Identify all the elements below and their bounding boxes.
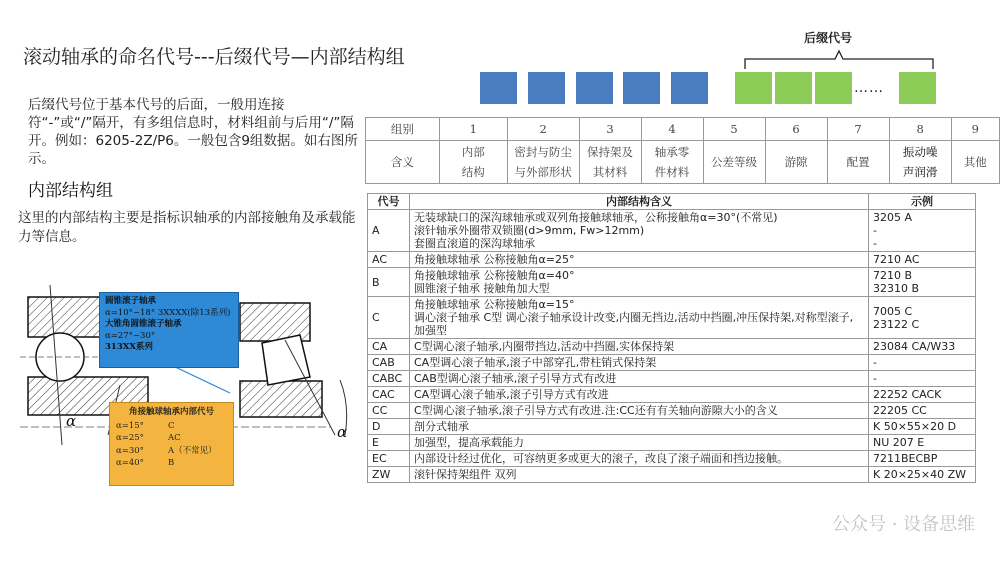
row-code: C [368, 297, 410, 339]
group-number: 4 [641, 118, 703, 141]
group-table [365, 117, 1000, 184]
callout-line: 大锥角圆锥滚子轴承 [105, 319, 182, 329]
row-example: NU 207 E [869, 435, 976, 451]
row-meaning: 内部设计经过优化，可容纳更多或更大的滚子，改良了滚子端面和挡边接触。 [410, 451, 869, 467]
row-code: CAB [368, 355, 410, 371]
table-row [368, 268, 976, 297]
callout-row [116, 432, 227, 445]
row-code: B [368, 268, 410, 297]
callout-row [116, 420, 227, 433]
group-number: 9 [951, 118, 999, 141]
code-value: B [168, 458, 175, 468]
basic-code-block [671, 72, 708, 104]
row-meaning: CA型调心滚子轴承,滚子中部穿孔,带柱销式保持架 [410, 355, 869, 371]
group-number: 6 [765, 118, 827, 141]
group-meaning: 轴承零 件材料 [641, 141, 703, 184]
row-example: 22205 CC [869, 403, 976, 419]
group-number: 1 [439, 118, 507, 141]
basic-code-block [528, 72, 565, 104]
angle-value: α=25° [116, 433, 144, 443]
suffix-brace [743, 49, 935, 71]
tapered-roller-callout [99, 292, 239, 368]
internal-structure-table [367, 193, 976, 483]
watermark: 公众号 · 设备思维 [832, 514, 976, 535]
angle-value: α=30° [116, 445, 144, 456]
row-meaning: 剖分式轴承 [410, 419, 869, 435]
table-row [368, 435, 976, 451]
group-header-label: 组别 [366, 118, 440, 141]
page-title: 滚动轴承的命名代号---后缀代号—内部结构组 [23, 46, 405, 68]
row-example: 22252 CACK [869, 387, 976, 403]
code-value: A（不常见） [168, 445, 217, 456]
row-meaning: 角接触球轴承 公称接触角α=25° [410, 252, 869, 268]
angle-value: α=15° [116, 420, 144, 431]
callout-line: 313XX系列 [105, 342, 153, 352]
suffix-label: 后缀代号 [804, 31, 853, 45]
row-code: CAC [368, 387, 410, 403]
callout-line: 圆锥滚子轴承 [105, 296, 157, 306]
row-meaning: 角接触球轴承 公称接触角α=40° 圆锥滚子轴承 接触角加大型 [410, 268, 869, 297]
table-row [368, 297, 976, 339]
callout-line: α=27°~30° [105, 330, 156, 341]
group-number: 8 [889, 118, 951, 141]
row-example: - [869, 355, 976, 371]
callout-heading: 角接触球轴承内部代号 [128, 407, 214, 417]
contact-angle-label: α [337, 423, 348, 441]
row-code: D [368, 419, 410, 435]
note-text: 这里的内部结构主要是指标识轴承的内部接触角及承载能力等信息。 [18, 210, 356, 245]
row-meaning: 加强型，提高承载能力 [410, 435, 869, 451]
row-example: 7210 AC [869, 252, 976, 268]
code-value: C [168, 420, 175, 431]
table-header-row [368, 194, 976, 210]
group-number: 2 [507, 118, 579, 141]
group-meaning: 振动噪 声润滑 [889, 141, 951, 184]
callout-line: α=10°~18° 3XXXX(除13系列) [105, 307, 231, 318]
row-meaning: 滚针保持架组件 双列 [410, 467, 869, 483]
row-meaning: C型调心滚子轴承,内圈带挡边,活动中挡圈,实体保持架 [410, 339, 869, 355]
group-meaning: 保持架及 其材料 [579, 141, 641, 184]
group-meaning: 内部 结构 [439, 141, 507, 184]
table-row [368, 419, 976, 435]
group-meaning: 配置 [827, 141, 889, 184]
suffix-code-block [815, 72, 852, 104]
table-row [368, 467, 976, 483]
group-number: 5 [703, 118, 765, 141]
row-code: AC [368, 252, 410, 268]
callout-row [116, 457, 227, 470]
table-row [368, 210, 976, 252]
group-meaning: 公差等级 [703, 141, 765, 184]
basic-code-block [576, 72, 613, 104]
row-example: 7211BECBP [869, 451, 976, 467]
row-example: K 20×25×40 ZW [869, 467, 976, 483]
group-content-label: 含义 [366, 141, 440, 184]
row-example: 7210 B 32310 B [869, 268, 976, 297]
row-code: E [368, 435, 410, 451]
group-meaning: 游隙 [765, 141, 827, 184]
code-value: AC [168, 433, 181, 443]
group-meaning: 其他 [951, 141, 999, 184]
suffix-code-block [775, 72, 812, 104]
table-row [368, 371, 976, 387]
angle-value: α=40° [116, 458, 144, 468]
row-meaning: CA型调心滚子轴承,滚子引导方式有改进 [410, 387, 869, 403]
row-code: A [368, 210, 410, 252]
table-row [368, 339, 976, 355]
angular-contact-callout [109, 402, 234, 486]
group-number: 3 [579, 118, 641, 141]
group-number: 7 [827, 118, 889, 141]
row-code: ZW [368, 467, 410, 483]
basic-code-block [480, 72, 517, 104]
suffix-code-block [899, 72, 936, 104]
row-code: CA [368, 339, 410, 355]
row-code: EC [368, 451, 410, 467]
callout-row [116, 445, 227, 458]
row-meaning: C型调心滚子轴承,滚子引导方式有改进.注:CC还有有关轴向游隙大小的含义 [410, 403, 869, 419]
row-example: 7005 C 23122 C [869, 297, 976, 339]
row-example: 3205 A - - [869, 210, 976, 252]
row-meaning: 无装球缺口的深沟球轴承或双列角接触球轴承，公称接触角α=30°(不常见) 滚针轴承外圈带双锁圈(d>9mm, Fw>12mm) 套圈直滚道的深沟球轴承 [410, 210, 869, 252]
header-meaning: 内部结构含义 [410, 194, 869, 210]
description-text: 后缀代号位于基本代号的后面，一般用连接符“-”或“/”隔开，有多组信息时，材料组前与后用“/”隔开。例如：6205-2Z/P6。一般包含9组数据。如右图所示。 [28, 97, 358, 167]
row-example: K 50×55×20 D [869, 419, 976, 435]
row-example: - [869, 371, 976, 387]
contact-angle-label: α [66, 412, 77, 430]
table-row [368, 451, 976, 467]
header-code: 代号 [368, 194, 410, 210]
basic-code-block [623, 72, 660, 104]
group-meaning: 密封与防尘 与外部形状 [507, 141, 579, 184]
row-meaning: CAB型调心滚子轴承,滚子引导方式有改进 [410, 371, 869, 387]
table-row [368, 355, 976, 371]
row-meaning: 角接触球轴承 公称接触角α=15° 调心滚子轴承 C型 调心滚子轴承设计改变,内圈无挡边,活动中挡圈,冲压保持架,对称型滚子,加强型 [410, 297, 869, 339]
row-code: CC [368, 403, 410, 419]
table-row [368, 252, 976, 268]
header-example: 示例 [869, 194, 976, 210]
row-code: CABC [368, 371, 410, 387]
table-row [368, 403, 976, 419]
table-row [368, 387, 976, 403]
ellipsis: …… [854, 80, 884, 96]
section-heading: 内部结构组 [28, 181, 113, 201]
row-example: 23084 CA/W33 [869, 339, 976, 355]
suffix-code-block [735, 72, 772, 104]
